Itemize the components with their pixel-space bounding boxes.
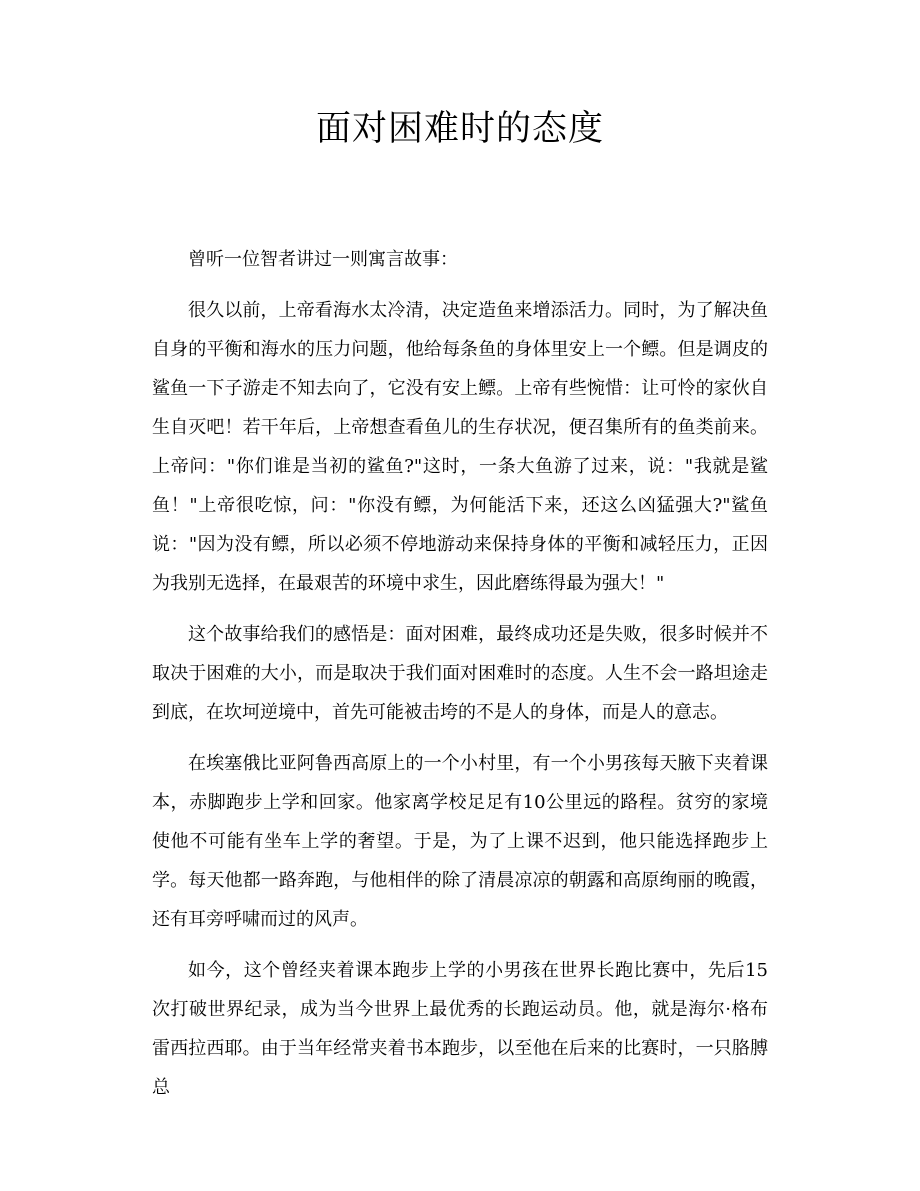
paragraph-intro: 曾听一位智者讲过一则寓言故事： — [188, 249, 458, 270]
paragraph-outcome: 如今，这个曾经夹着课本跑步上学的小男孩在世界长跑比赛中，先后15次打破世界纪录，成为当今世界上最优秀的长跑运动员。他，就是海尔·格布雷西拉西耶。由于当年经常夹着书本跑步，以至他在后来的比赛时，一只胳膊总 — [152, 960, 768, 1098]
paragraph-lesson: 这个故事给我们的感悟是：面对困难，最终成功还是失败，很多时候并不取决于困难的大小，而是取决于我们面对困难时的态度。人生不会一路坦途走到底，在坎坷逆境中，首先可能被击垮的不是人的身体，而是人的意志。 — [152, 624, 768, 723]
document-title: 面对困难时的态度 — [315, 109, 604, 149]
paragraph-fable: 很久以前，上帝看海水太冷清，决定造鱼来增添活力。同时，为了解决鱼自身的平衡和海水的压力问题，他给每条鱼的身体里安上一个鳔。但是调皮的鲨鱼一下子游走不知去向了，它没有安上鳔。上帝有些惋惜：让可怜的家伙自生自灭吧！若干年后，上帝想查看鱼儿的生存状况，便召集所有的鱼类前来。上帝问："你们谁是当初的鲨鱼?"这时，一条大鱼游了过来，说："我就是鲨鱼！"上帝很吃惊，问："你没有鳔，为何能活下来，还这么凶猛强大?"鲨鱼说："因为没有鳔，所以必须不停地游动来保持身体的平衡和减轻压力，正因为我别无选择，在最艰苦的环境中求生，因此磨练得最为强大！" — [152, 300, 768, 594]
paragraph-story: 在埃塞俄比亚阿鲁西高原上的一个小村里，有一个小男孩每天腋下夹着课本，赤脚跑步上学和回家。他家离学校足足有10公里远的路程。贫穷的家境使他不可能有坐车上学的奢望。于是，为了上课不迟到，他只能选择跑步上学。每天他都一路奔跑，与他相伴的除了清晨凉凉的朝露和高原绚丽的晚霞，还有耳旁呼啸而过的风声。 — [152, 753, 768, 930]
document-body — [152, 240, 768, 1119]
